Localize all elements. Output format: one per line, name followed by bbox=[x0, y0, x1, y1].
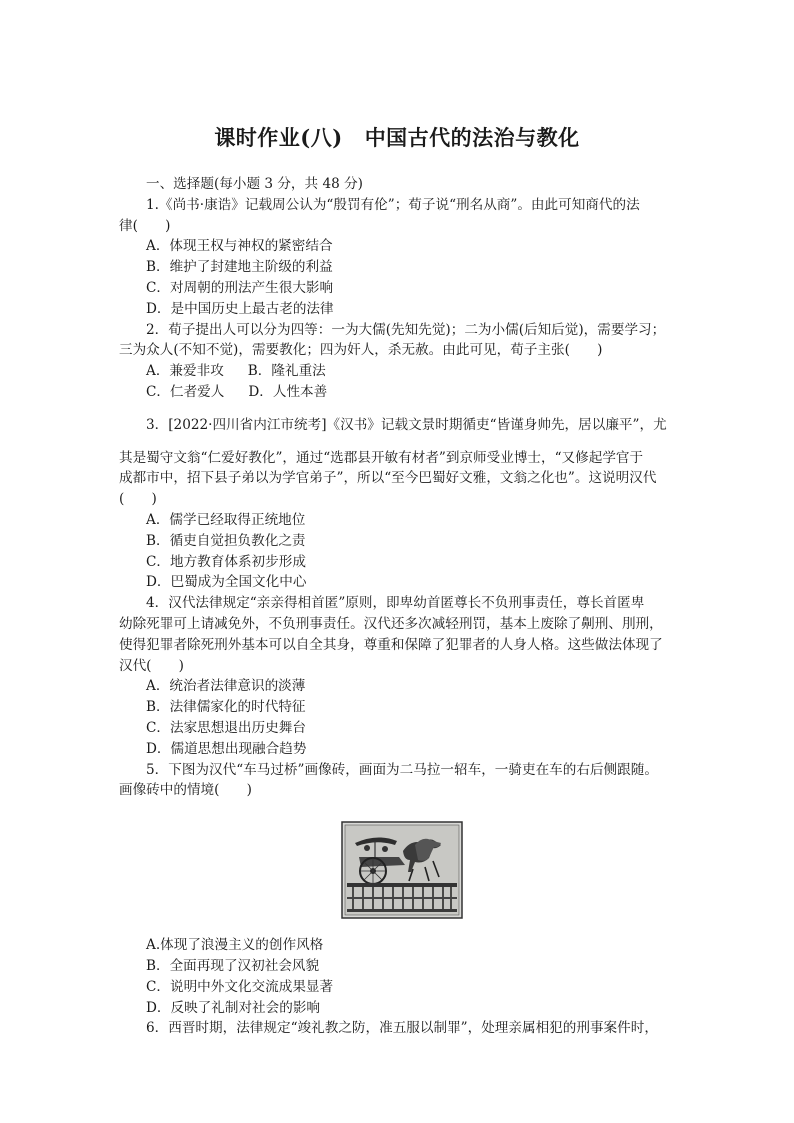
question-4-stem-line-2: 幼除死罪可上请减免外，不负刑事责任。汉代还多次减轻刑罚，基本上废除了劓刑、刖刑， bbox=[119, 615, 663, 632]
question-2-option-a: A．兼爱非攻 bbox=[146, 363, 224, 380]
brick-relief-image bbox=[341, 821, 463, 919]
question-1-option-a: A．体现王权与神权的紧密结合 bbox=[146, 238, 333, 255]
question-4-stem-line-1: 4．汉代法律规定“亲亲得相首匿”原则，即卑幼首匿尊长不负刑事责任，尊长首匿卑 bbox=[146, 595, 645, 612]
title-main: 课时作业(八) bbox=[214, 125, 343, 150]
question-1-option-d: D．是中国历史上最古老的法律 bbox=[146, 300, 334, 317]
question-2-stem-line-2: 三为众人(不知不觉)，需要教化；四为奸人，杀无赦。由此可见，荀子主张( ) bbox=[119, 342, 603, 359]
question-3-option-b: B．循吏自觉担负教化之责 bbox=[146, 532, 306, 549]
question-2-options-row-2 bbox=[119, 382, 685, 403]
question-5-option-b: B．全面再现了汉初社会风貌 bbox=[146, 957, 320, 974]
question-2-options-row-1 bbox=[119, 361, 685, 382]
question-3-stem-line-4: ( ) bbox=[119, 491, 157, 508]
question-1-option-c: C．对周朝的刑法产生很大影响 bbox=[146, 279, 334, 296]
question-2-stem-line-1: 2．荀子提出人可以分为四等：一为大儒(先知先觉)；二为小儒(后知后觉)，需要学习； bbox=[146, 321, 666, 338]
question-3-stem-line-1: 3．[2022·四川省内江市统考]《汉书》记载文景时期循吏“皆谨身帅先，居以廉平”，尤 bbox=[146, 416, 667, 433]
question-1-stem-line-1: 1.《尚书·康诰》记载周公认为“殷罚有伦”；荀子说“刑名从商”。由此可知商代的法 bbox=[146, 196, 640, 213]
question-3-option-a: A．儒学已经取得正统地位 bbox=[146, 511, 306, 528]
question-5-option-c: C．说明中外文化交流成果显著 bbox=[146, 978, 334, 995]
question-5-stem-line-1: 5．下图为汉代“车马过桥”画像砖，画面为二马拉一轺车，一骑吏在车的右后侧跟随。 bbox=[146, 761, 658, 778]
question-3-stem-line-3: 成都市中，招下县子弟以为学官弟子”，所以“至今巴蜀好文雅，文翁之化也”。这说明汉代 bbox=[119, 470, 657, 487]
question-4-option-b: B．法律儒家化的时代特征 bbox=[146, 699, 306, 716]
question-2-option-c: C．仁者爱人 bbox=[146, 383, 225, 400]
question-2-option-d: D．人性本善 bbox=[248, 383, 328, 400]
question-3-stem-line-2: 其是蜀守文翁“仁爱好教化”，通过“选郡县开敏有材者”到京师受业博士，“又修起学官于 bbox=[119, 449, 644, 466]
question-4-option-d: D．儒道思想出现融合趋势 bbox=[146, 740, 307, 757]
question-2-option-b: B．隆礼重法 bbox=[247, 363, 326, 380]
question-1-option-b: B．维护了封建地主阶级的利益 bbox=[146, 259, 333, 276]
page-title bbox=[0, 122, 794, 152]
question-4-option-c: C．法家思想退出历史舞台 bbox=[146, 719, 306, 736]
question-3-option-c: C．地方教育体系初步形成 bbox=[146, 553, 306, 570]
question-4-stem-line-3: 使得犯罪者除死刑外基本可以自全其身，尊重和保障了犯罪者的人身人格。这些做法体现了 bbox=[119, 636, 663, 653]
question-4-option-a: A．统治者法律意识的淡薄 bbox=[146, 678, 306, 695]
chariot-bridge-relief-illustration bbox=[341, 821, 463, 919]
question-5-option-a: A.体现了浪漫主义的创作风格 bbox=[146, 937, 324, 954]
question-5-option-d: D．反映了礼制对社会的影响 bbox=[146, 999, 321, 1016]
question-4-stem-line-4: 汉代( ) bbox=[119, 657, 184, 674]
question-6-stem-line-1: 6．西晋时期，法律规定“竣礼教之防，准五服以制罪”，处理亲属相犯的刑事案件时， bbox=[146, 1020, 658, 1037]
question-3-option-d: D．巴蜀成为全国文化中心 bbox=[146, 574, 307, 591]
document-body bbox=[119, 174, 685, 1039]
question-1-stem-line-2: 律( ) bbox=[119, 217, 171, 234]
section-heading: 一、选择题(每小题 3 分，共 48 分) bbox=[146, 176, 363, 192]
question-5-stem-line-2: 画像砖中的情境( ) bbox=[119, 782, 252, 799]
title-sub: 中国古代的法治与教化 bbox=[364, 125, 580, 150]
